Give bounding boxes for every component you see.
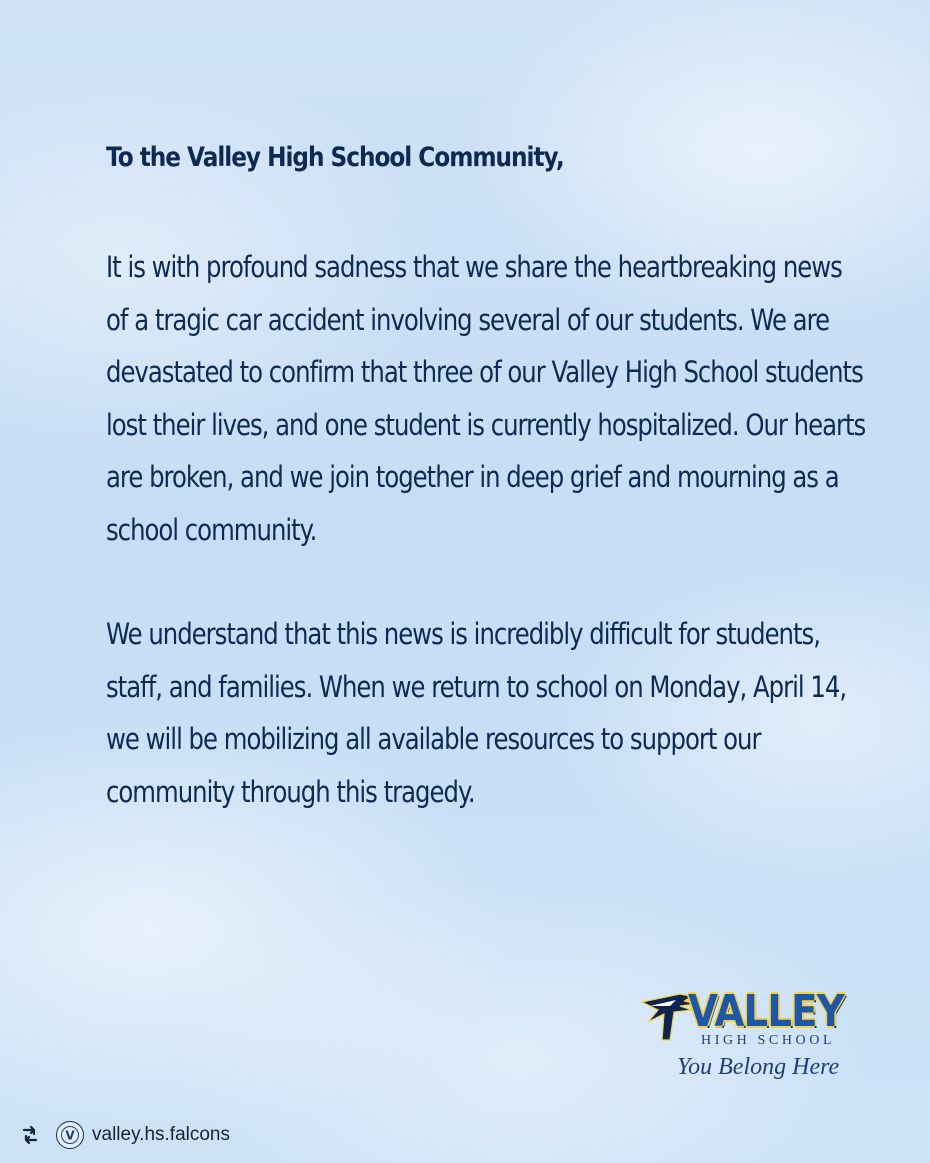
logo-wordmark: VALLEY	[688, 986, 844, 1037]
letter	[106, 138, 866, 818]
letter-greeting: To the Valley High School Community,	[106, 142, 564, 173]
letter-paragraph-2: We understand that this news is incredibly difficult for students, staff, and families. When we return to school on Monday, April 14, we will be mobilizing all available resources to support our community through this tragedy.	[106, 617, 847, 809]
logo-tagline: You Belong Here	[677, 1054, 840, 1080]
letter-paragraph-1: It is with profound sadness that we share the heartbreaking news of a tragic car accident involving several of our students. We are devastated to confirm that three of our Valley High School students lost their lives, and one student is currently hospitalized. Our hearts are broken, and we join together in deep grief and mourning as a school community.	[106, 250, 866, 547]
repost-icon	[18, 1123, 42, 1147]
avatar-letter: V	[65, 1128, 75, 1143]
account-avatar[interactable]	[56, 1121, 84, 1149]
repost-attribution	[18, 1118, 230, 1152]
avatar-v-icon	[60, 1125, 80, 1145]
logo-subtitle: HIGH SCHOOL	[701, 1033, 836, 1048]
account-handle[interactable]: valley.hs.falcons	[92, 1124, 230, 1145]
valley-high-school-logo	[640, 984, 855, 1089]
